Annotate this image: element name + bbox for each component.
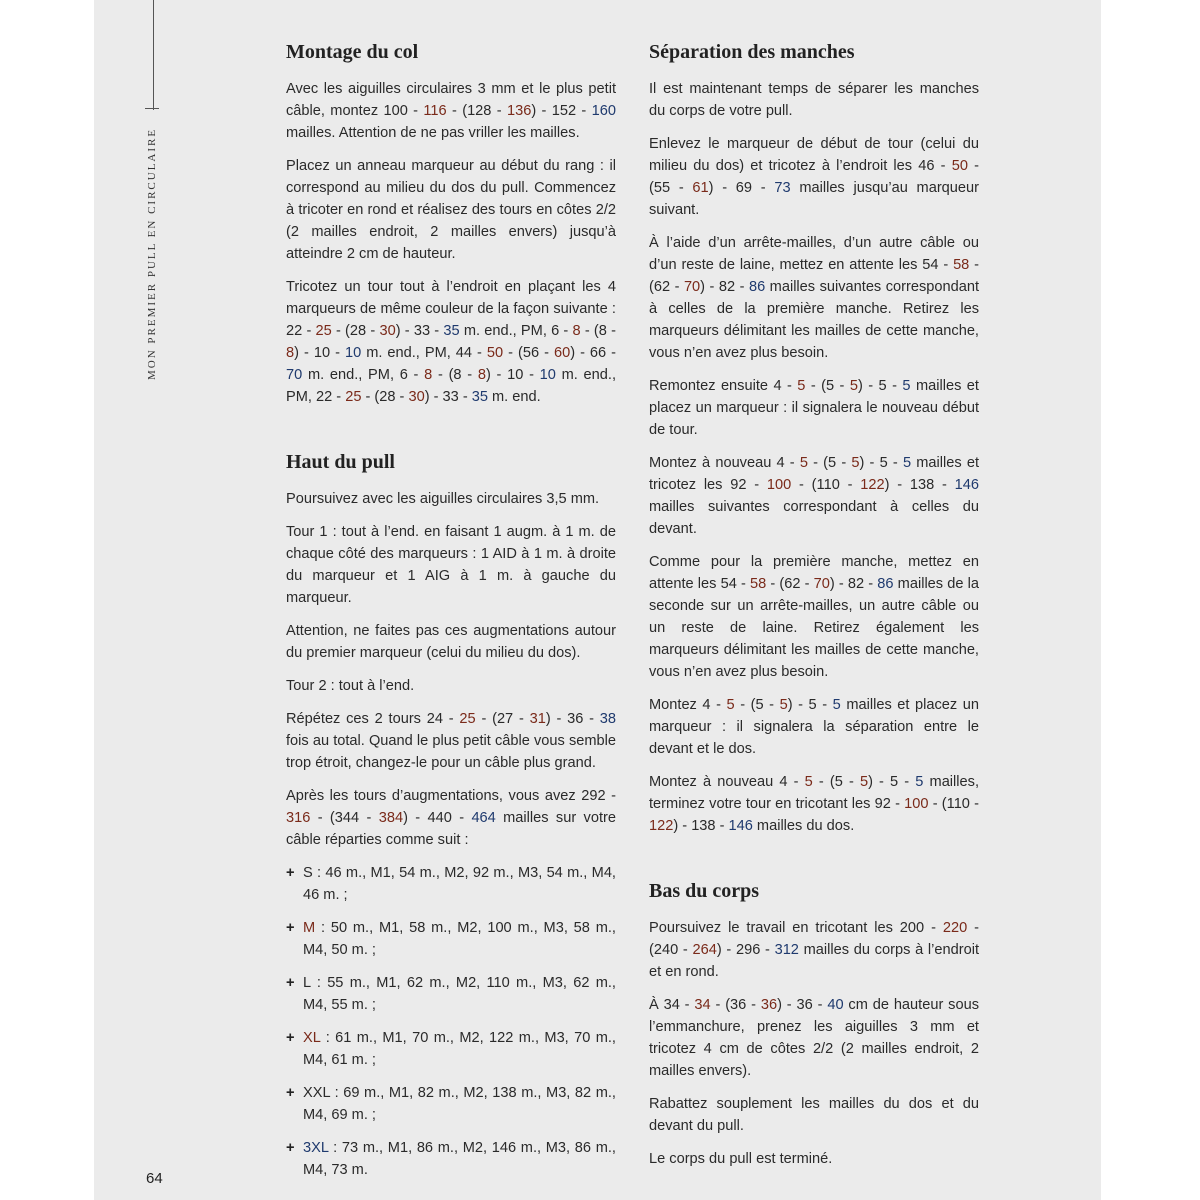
size-label: L <box>303 975 311 991</box>
paragraph: Attention, ne faites pas ces augmentations autour du premier marqueur (celui du milieu du dos). <box>286 623 616 661</box>
list-item: + L : 55 m., M1, 62 m., M2, 110 m., M3, 62 m., M4, 55 m. ; <box>286 972 616 1016</box>
paragraph: Montez à nouveau 4 - 5 - (5 - 5) - 5 - 5 mailles et tricotez les 92 - 100 - (110 - 122) - 138 - 146 mailles suivantes correspondant à celles du devant. <box>649 455 980 537</box>
section-title-bas: Bas du corps <box>649 880 760 902</box>
left-column <box>286 38 616 1192</box>
paragraph: Après les tours d’augmentations, vous avez 292 - 316 - (344 - 384) - 440 - 464 mailles sur votre câble réparties comme suit : <box>286 788 616 848</box>
margin-rule-tick <box>145 108 159 109</box>
paragraph: Montez 4 - 5 - (5 - 5) - 5 - 5 mailles et placez un marqueur : il signalera la séparation entre le devant et le dos. <box>649 697 979 757</box>
plus-icon: + <box>286 920 295 936</box>
paragraph: Rabattez souplement les mailles du dos et du devant du pull. <box>649 1096 979 1134</box>
section-title-separation: Séparation des manches <box>649 41 855 63</box>
list-item: + M : 50 m., M1, 58 m., M2, 100 m., M3, 58 m., M4, 50 m. ; <box>286 917 616 961</box>
paragraph: Placez un anneau marqueur au début du rang : il correspond au milieu du dos du pull. Commencez à tricoter en rond et réalisez des tours en côtes 2/2 (2 mailles endroit, 2 mailles envers) jusqu’à atteindre 2 cm de hauteur. <box>286 158 616 262</box>
size-label: XXL <box>303 1085 331 1101</box>
page-number: 64 <box>146 1170 163 1187</box>
size-list <box>286 862 616 1181</box>
paragraph: Tour 1 : tout à l’end. en faisant 1 augm. à 1 m. de chaque côté des marqueurs : 1 AID à 1 m. à droite du marqueur et 1 AIG à 1 m. à gauche du marqueur. <box>286 524 616 606</box>
margin-rule <box>153 0 154 110</box>
size-label: XL <box>303 1030 321 1046</box>
list-item: + S : 46 m., M1, 54 m., M2, 92 m., M3, 54 m., M4, 46 m. ; <box>286 862 616 906</box>
paragraph: Remontez ensuite 4 - 5 - (5 - 5) - 5 - 5 mailles et placez un marqueur : il signalera le nouveau début de tour. <box>649 378 979 438</box>
paragraph: Répétez ces 2 tours 24 - 25 - (27 - 31) - 36 - 38 fois au total. Quand le plus petit câble vous semble trop étroit, changez-le pour un câble plus grand. <box>286 711 617 771</box>
size-label: 3XL <box>303 1140 329 1156</box>
plus-icon: + <box>286 975 295 991</box>
paragraph: Poursuivez le travail en tricotant les 200 - 220 - (240 - 264) - 296 - 312 mailles du corps à l’endroit et en rond. <box>649 920 979 980</box>
paragraph: Tricotez un tour tout à l’endroit en plaçant les 4 marqueurs de même couleur de la façon suivante : 22 - 25 - (28 - 30) - 33 - 35 m. end., PM, 6 - 8 - (8 - 8) - 10 - 10 m. end., PM, 44 - 50 - (56 - 60) - 66 - 70 m. end., PM, 6 - 8 - (8 - 8) - 10 - 10 m. end., PM, 22 - 25 - (28 - 30) - 33 - 35 m. end. <box>286 279 617 405</box>
right-column <box>649 38 979 1181</box>
paragraph: Le corps du pull est terminé. <box>649 1151 833 1167</box>
size-label: S <box>303 865 313 881</box>
size-label: M <box>303 920 316 936</box>
paragraph: Montez à nouveau 4 - 5 - (5 - 5) - 5 - 5 mailles, terminez votre tour en tricotant les 92 - 100 - (110 - 122) - 138 - 146 mailles du dos. <box>649 774 980 834</box>
paragraph: Avec les aiguilles circulaires 3 mm et le plus petit câble, montez 100 - 116 - (128 - 136) - 152 - 160 mailles. Attention de ne pas vriller les mailles. <box>286 81 616 141</box>
paragraph: À l’aide d’un arrête-mailles, d’un autre câble ou d’un reste de laine, mettez en attente les 54 - 58 - (62 - 70) - 82 - 86 mailles suivantes correspondant à celles de la première manche. Retirez les marqueurs délimitant les mailles de cette manche, vous n’en avez plus besoin. <box>649 235 980 361</box>
plus-icon: + <box>286 1030 295 1046</box>
paragraph: Enlevez le marqueur de début de tour (celui du milieu du dos) et tricotez à l’endroit les 46 - 50 - (55 - 61) - 69 - 73 mailles jusqu’au marqueur suivant. <box>649 136 980 218</box>
running-header: MON PREMIER PULL EN CIRCULAIRE <box>146 127 158 380</box>
plus-icon: + <box>286 865 295 881</box>
paragraph: Il est maintenant temps de séparer les manches du corps de votre pull. <box>649 81 979 119</box>
list-item: + XL : 61 m., M1, 70 m., M2, 122 m., M3, 70 m., M4, 61 m. ; <box>286 1027 616 1071</box>
list-item: + 3XL : 73 m., M1, 86 m., M2, 146 m., M3, 86 m., M4, 73 m. <box>286 1137 616 1181</box>
plus-icon: + <box>286 1140 295 1156</box>
plus-icon: + <box>286 1085 295 1101</box>
list-item: + XXL : 69 m., M1, 82 m., M2, 138 m., M3, 82 m., M4, 69 m. ; <box>286 1082 616 1126</box>
paragraph: À 34 - 34 - (36 - 36) - 36 - 40 cm de hauteur sous l’emmanchure, prenez les aiguilles 3 mm et tricotez 4 cm de côtes 2/2 (2 mailles endroit, 2 mailles envers). <box>649 997 979 1079</box>
section-title-haut: Haut du pull <box>286 451 395 473</box>
section-title-montage: Montage du col <box>286 41 419 63</box>
paragraph: Poursuivez avec les aiguilles circulaires 3,5 mm. <box>286 491 600 507</box>
paragraph: Comme pour la première manche, mettez en attente les 54 - 58 - (62 - 70) - 82 - 86 mailles de la seconde sur un arrête-mailles, un autre câble ou un reste de laine. Retirez également les marqueurs délimitant les mailles de cette manche, vous n’en avez plus besoin. <box>649 554 979 680</box>
paragraph: Tour 2 : tout à l’end. <box>286 678 415 694</box>
